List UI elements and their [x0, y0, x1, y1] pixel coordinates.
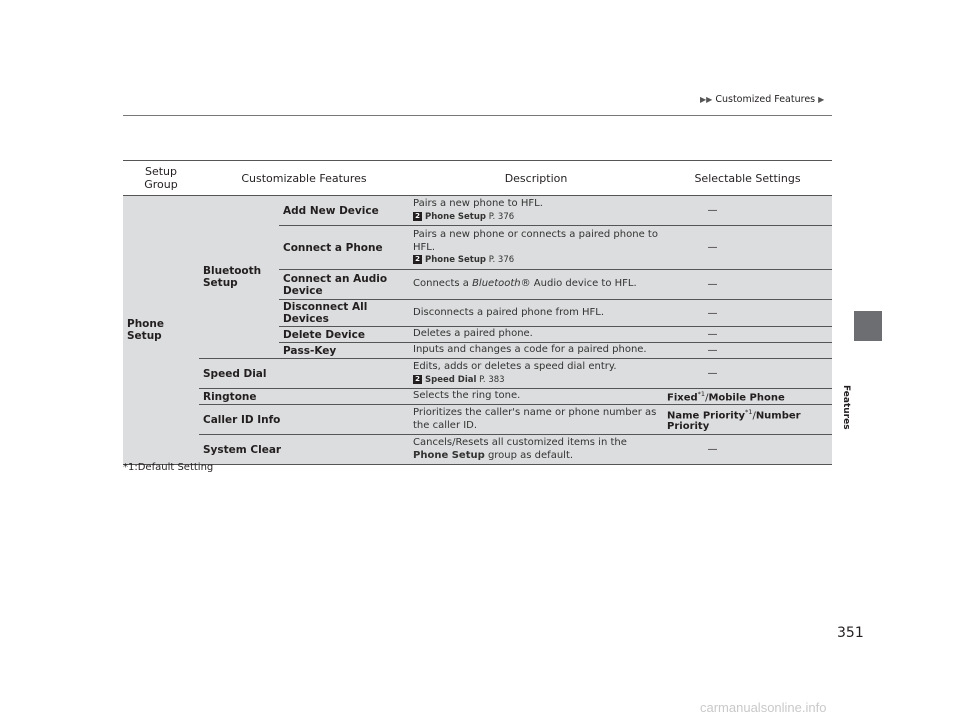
feature-name: Connect a Phone — [279, 226, 409, 270]
selectable-setting: — — [663, 435, 832, 465]
feature-name: Delete Device — [279, 327, 409, 343]
table-row — [123, 435, 832, 465]
table-row — [123, 405, 832, 435]
triangle-right-icon: ▶▶ — [700, 95, 713, 104]
selectable-setting: — — [663, 359, 832, 389]
feature-name: Add New Device — [279, 196, 409, 226]
feature-description: Prioritizes the caller's name or phone number as the caller ID. — [409, 405, 663, 435]
selectable-setting: — — [663, 226, 832, 270]
reference-icon: 2 — [413, 375, 422, 384]
feature-description: Pairs a new phone to HFL. 2 Phone Setup P. 376 — [409, 196, 663, 226]
breadcrumb — [700, 94, 824, 105]
table-header-row — [123, 161, 832, 196]
feature-description: Inputs and changes a code for a paired phone. — [409, 343, 663, 359]
reference-icon: 2 — [413, 212, 422, 221]
table-row — [123, 359, 832, 389]
header-customizable-features: Customizable Features — [199, 161, 409, 196]
feature-name: Speed Dial — [199, 359, 409, 389]
feature-name: Pass-Key — [279, 343, 409, 359]
subgroup-bluetooth-setup: Bluetooth Setup — [199, 196, 279, 359]
table-row — [123, 196, 832, 226]
section-tab — [854, 311, 882, 341]
feature-name: Caller ID Info — [199, 405, 409, 435]
feature-name: Disconnect All Devices — [279, 300, 409, 327]
feature-description: Pairs a new phone or connects a paired phone to HFL. 2 Phone Setup P. 376 — [409, 226, 663, 270]
feature-description: Deletes a paired phone. — [409, 327, 663, 343]
selectable-setting: — — [663, 327, 832, 343]
table-row — [123, 389, 832, 405]
feature-description: Selects the ring tone. — [409, 389, 663, 405]
feature-description: Cancels/Resets all customized items in the Phone Setup group as default. — [409, 435, 663, 465]
feature-description: Disconnects a paired phone from HFL. — [409, 300, 663, 327]
feature-description: Edits, adds or deletes a speed dial entry. 2 Speed Dial P. 383 — [409, 359, 663, 389]
page-reference[interactable]: 2 Phone Setup P. 376 — [413, 212, 659, 223]
selectable-setting: — — [663, 270, 832, 300]
header-selectable-settings: Selectable Settings — [663, 161, 832, 196]
feature-name: Connect an Audio Device — [279, 270, 409, 300]
selectable-setting: Name Priority$^{*1}$/Number Priority — [663, 405, 832, 435]
phone-setup-table — [123, 160, 832, 465]
page-reference[interactable]: 2 Speed Dial P. 383 — [413, 375, 659, 386]
selectable-setting: — — [663, 196, 832, 226]
page-number: 351 — [837, 625, 864, 641]
feature-description: Connects a Bluetooth® Audio device to HFL. — [409, 270, 663, 300]
page-reference[interactable]: 2 Phone Setup P. 376 — [413, 255, 659, 266]
header-setup-group: Setup Group — [123, 161, 199, 196]
header-rule — [123, 115, 832, 116]
header-description: Description — [409, 161, 663, 196]
selectable-setting: — — [663, 343, 832, 359]
reference-icon: 2 — [413, 255, 422, 264]
triangle-right-icon: ▶ — [818, 95, 825, 104]
group-phone-setup: Phone Setup — [123, 196, 199, 465]
section-label: Features — [841, 385, 851, 430]
breadcrumb-label: Customized Features — [715, 94, 816, 105]
feature-name: Ringtone — [199, 389, 409, 405]
watermark: carmanualsonline.info — [700, 700, 827, 715]
footnote: *1:Default Setting — [123, 462, 214, 473]
feature-name: System Clear — [199, 435, 409, 465]
selectable-setting: — — [663, 300, 832, 327]
selectable-setting: Fixed$^{*1}$/Mobile Phone — [663, 389, 832, 405]
